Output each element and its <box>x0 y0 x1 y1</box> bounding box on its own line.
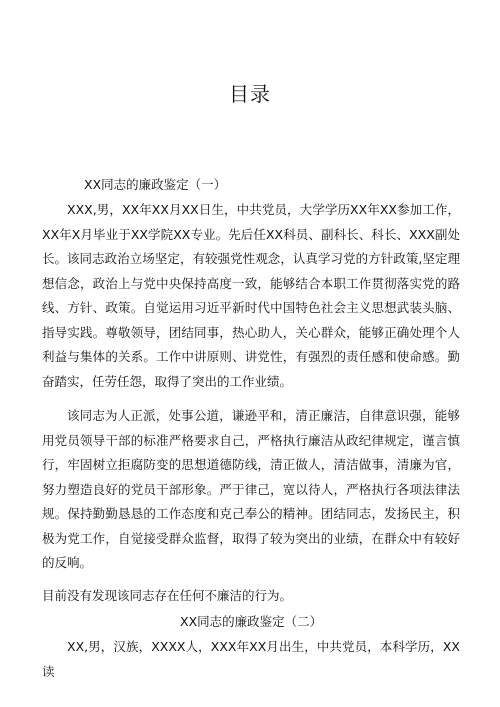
paragraph-basic-info: XXX,男，XX年XX月XX日生，中共党员，大学学历XX年XX参加工作，XX年X月毕业于XX学院XX专业。先后任XX科员、副科长、科长、XXX副处长。 <box>42 202 460 266</box>
paragraph-political-stance: 该同志政治立场坚定，有较强党性观念，认真学习党的方针政策,坚定理想信念，政治上与党中央保持高度一致，能够结合本职工作贯彻落实党的路线、方针、政策。自觉运用习近平新时代中国特色社会主义思想武装头脑、指导实践。尊敬领导，团结同事，热心助人，关心群众，能够正确处理个人利益与集体的关系。工作中讲原则、讲党性，有强烈的责任感和使命感。勤奋踏实，任劳任怨，取得了突出的工作业绩。 <box>42 251 460 389</box>
paragraph-integrity: 该同志为人正派，处事公道，谦逊平和，清正廉洁，自律意识强，能够用党员领导干部的标准严格要求自己，严格执行廉洁从政纪律规定，谨言慎行，牢固树立拒腐防变的思想道德防线，清正做人，清洁做事，清廉为官，努力塑造良好的党员干部形象。严于律己，宽以待人，严格执行各项法律法规。保持勤勤恳恳的工作态度和克己奉公的精神。团结同志，发扬民主，积极为党工作，自觉接受群众监督，取得了较为突出的业绩，在群众中有较好的反响。 <box>42 408 460 570</box>
paragraph-conclusion: 目前没有发现该同志存在任何不廉洁的行为。 <box>42 588 293 603</box>
section-heading-1: XX同志的廉政鉴定（一） <box>84 177 227 192</box>
paragraph-basic-info-2: XX,男，汉族，XXXX人，XXX年XX月出生，中共党员，本科学历，XX读 <box>42 639 460 679</box>
page-title: 目录 <box>229 82 271 106</box>
section-heading-2: XX同志的廉政鉴定（二） <box>180 614 323 629</box>
